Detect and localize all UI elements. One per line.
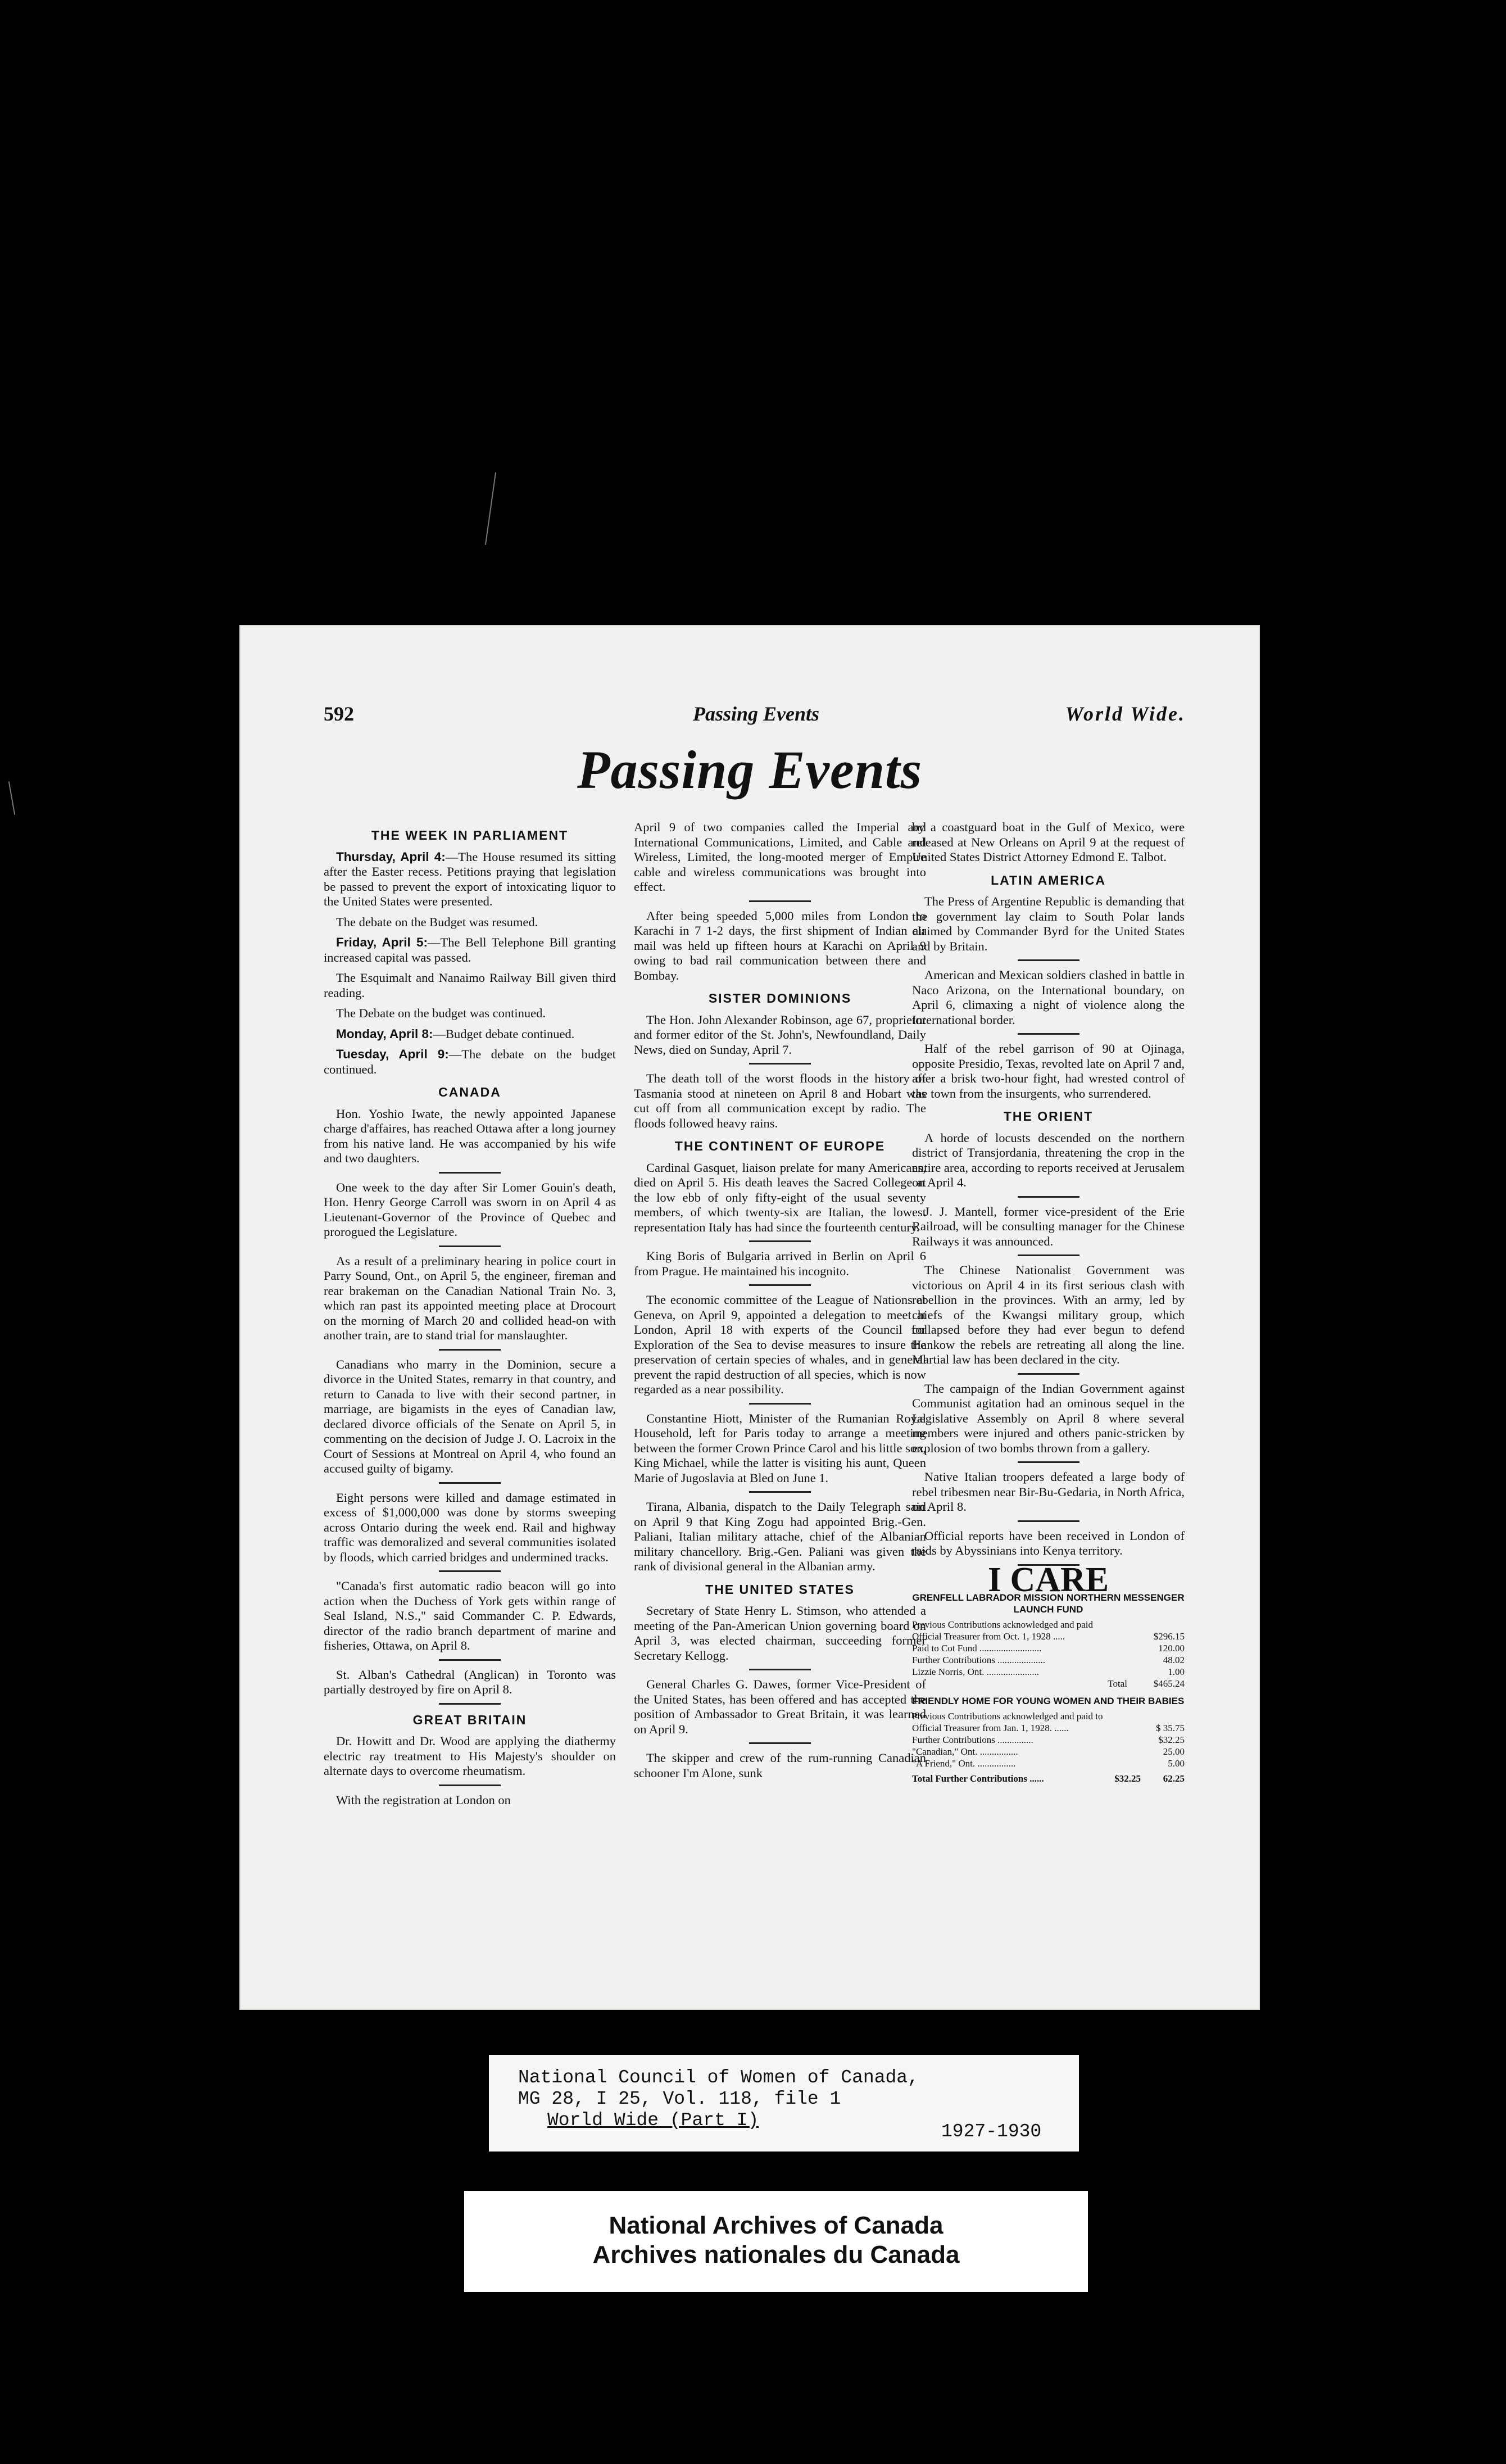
article-paragraph: [324, 915, 616, 930]
article-divider: [1018, 1254, 1079, 1256]
article-divider: [1018, 1461, 1079, 1463]
article-paragraph: [634, 1071, 926, 1131]
i-care-section: [912, 1560, 1185, 1785]
ledger-row: [912, 1722, 1185, 1734]
article-paragraph: [324, 1734, 616, 1779]
fund2-total-a: $32.25: [1114, 1773, 1141, 1784]
ledger-row: [912, 1746, 1185, 1758]
column-right-articles: [912, 820, 1185, 1566]
date-lead: Friday, April 5:: [336, 935, 428, 949]
ledger-row: [912, 1710, 1185, 1722]
section-heading: GREAT BRITAIN: [412, 1712, 527, 1727]
article-paragraph: [634, 820, 926, 895]
section-heading: THE WEEK IN PARLIAMENT: [371, 828, 569, 843]
article-divider: [439, 1570, 501, 1572]
fund2-ledger: [912, 1710, 1185, 1769]
article-paragraph: [324, 1491, 616, 1565]
label-line-2: MG 28, I 25, Vol. 118, file 1: [518, 2089, 841, 2109]
article-text: Tirana, Albania, dispatch to the Daily Telegraph said on April 9 that King Zogu had appointed Brig.-Gen. Paliani, Italian military attache, chief of the Albanian military chancellory. Brig.-Gen. Paliani was given the rank of divisional general in the Albanian army.: [634, 1500, 926, 1573]
article-paragraph: [634, 1293, 926, 1397]
article-divider: [439, 1245, 501, 1247]
fund1-total-row: [912, 1678, 1185, 1690]
ledger-amount: 25.00: [1163, 1746, 1185, 1757]
article-text: The Chinese Nationalist Government was victorious on April 4 in its first serious clash with rebellion in the provinces. With an army, led by chiefs of the Kwangsi military group, which collapsed before they had ever begun to defend Hankow the rebels are retreating all along the line. Martial law has been declared in the city.: [912, 1263, 1185, 1366]
label-line-1: National Council of Women of Canada,: [518, 2067, 919, 2088]
article-paragraph: [324, 1357, 616, 1476]
article-paragraph: [912, 1204, 1185, 1249]
article-paragraph: [912, 820, 1185, 865]
running-title: Passing Events: [693, 703, 820, 725]
section-heading: LATIN AMERICA: [991, 872, 1106, 887]
fund1-total-label: Total: [1108, 1678, 1127, 1689]
newspaper-page: [241, 626, 1259, 2009]
article-divider: [749, 1063, 811, 1065]
section-heading: THE UNITED STATES: [705, 1582, 855, 1597]
film-scratch: [8, 781, 15, 814]
article-text: The Esquimalt and Nanaimo Railway Bill given third reading.: [324, 971, 616, 1000]
article-paragraph: [324, 1793, 616, 1808]
article-paragraph: [912, 1382, 1185, 1456]
article-paragraph: [324, 1027, 616, 1042]
ledger-label: "A Friend," Ont. ................: [912, 1758, 1016, 1769]
article-divider: [749, 1240, 811, 1242]
article-text: General Charles G. Dawes, former Vice-President of the United States, has been offered and has accepted the position of Ambassador to Great Britain, it was learned on April 9.: [634, 1677, 926, 1736]
ledger-label: "Canadian," Ont. ................: [912, 1746, 1018, 1757]
article-text: —The debate on the budget continued.: [324, 1047, 616, 1076]
ledger-row: [912, 1734, 1185, 1746]
publication-name: World Wide.: [1065, 703, 1186, 725]
article-divider: [1018, 1196, 1079, 1198]
ledger-row: [912, 1758, 1185, 1769]
label-date-range: 1927-1930: [941, 2121, 1042, 2142]
article-text: —The House resumed its sitting after the Easter recess. Petitions praying that legislation be passed to prevent the export of intoxicating liquor to the United States were presented.: [324, 849, 616, 908]
article-paragraph: [324, 935, 616, 965]
article-divider: [749, 1403, 811, 1405]
article-divider: [749, 1669, 811, 1670]
article-text: After being speeded 5,000 miles from London to Karachi in 7 1-2 days, the first shipment of Indian air mail was held up fifteen hours at Karachi on April 9 owing to bad rail communication between there and Bombay.: [634, 908, 926, 982]
article-text: With the registration at London on: [336, 1792, 511, 1807]
fund2-total-label: Total Further Contributions ......: [912, 1773, 1044, 1784]
article-text: Official reports have been received in London of raids by Abyssinians into Kenya territory.: [912, 1528, 1185, 1557]
article-text: Secretary of State Henry L. Stimson, who attended a meeting of the Pan-American Union governing board on April 3, was elected chairman, succeeding former Secretary Kellogg.: [634, 1604, 926, 1663]
article-text: The Press of Argentine Republic is demanding that the government lay claim to South Polar lands claimed by Commander Byrd for the United States and by Britain.: [912, 894, 1185, 953]
article-text: Cardinal Gasquet, liaison prelate for many Americans, died on April 5. His death leaves the Sacred College at the low ebb of only fifty-eight of the usual seventy members, of which twenty-six are Italian, the lowest representation Italy has had since the fourteenth century.: [634, 1160, 926, 1234]
article-text: Canadians who marry in the Dominion, secure a divorce in the United States, remarry in that country, and return to Canada to live with their second partner, in marriage, are bigamists in the eyes of Canadian law, declared divorce officials of the Senate on April 5, in commenting on the decision of Judge J. O. Lacroix in the Court of Sessions at Montreal on April 4, who found an accused guilty of bigamy.: [324, 1357, 616, 1475]
article-divider: [749, 1284, 811, 1286]
article-paragraph: [634, 1677, 926, 1737]
section-heading: SISTER DOMINIONS: [708, 991, 852, 1005]
ledger-amount: $ 35.75: [1156, 1723, 1185, 1733]
ledger-label: Official Treasurer from Oct. 1, 1928 .....: [912, 1631, 1065, 1642]
article-paragraph: [912, 1529, 1185, 1559]
article-paragraph: [324, 1047, 616, 1077]
article-text: April 9 of two companies called the Imperial and International Communications, Limited, and Cable and Wireless, Limited, the long-mooted merger of Empire cable and wireless communications was brought into effect.: [634, 820, 926, 894]
article-paragraph: [912, 968, 1185, 1027]
article-text: —Budget debate continued.: [433, 1026, 575, 1041]
article-paragraph: [634, 1249, 926, 1279]
article-paragraph: [324, 850, 616, 909]
article-text: Native Italian troopers defeated a large body of rebel tribesmen near Bir-Bu-Gedaria, in North Africa, on April 8.: [912, 1470, 1185, 1514]
archive-stamp-french: Archives nationales du Canada: [592, 2241, 960, 2268]
fund1-heading: GRENFELL LABRADOR MISSION NORTHERN MESSENGER LAUNCH FUND: [912, 1592, 1185, 1615]
section-heading: THE CONTINENT OF EUROPE: [674, 1139, 886, 1153]
column-right: [912, 820, 1185, 1784]
label-line-3: World Wide (Part I): [547, 2110, 759, 2131]
ledger-label: Previous Contributions acknowledged and paid to: [912, 1711, 1103, 1722]
ledger-row: [912, 1642, 1185, 1654]
article-text: The debate on the Budget was resumed.: [336, 914, 538, 929]
article-paragraph: [912, 1041, 1185, 1101]
ledger-amount: [1144, 1710, 1185, 1722]
page-number: 592: [324, 703, 354, 725]
article-paragraph: [324, 1579, 616, 1654]
ledger-label: Paid to Cot Fund ..........................: [912, 1643, 1042, 1654]
article-paragraph: [912, 1263, 1185, 1367]
ledger-amount: 1.00: [1168, 1666, 1185, 1677]
article-text: Half of the rebel garrison of 90 at Ojinaga, opposite Presidio, Texas, revolted late on April 7 and, after a brisk two-hour fight, had wrested control of the town from the insurgents, who surrendered.: [912, 1041, 1185, 1100]
article-divider: [439, 1703, 501, 1705]
page-title: Passing Events: [577, 740, 923, 800]
ledger-label: Previous Contributions acknowledged and paid: [912, 1619, 1094, 1630]
article-paragraph: [324, 1006, 616, 1021]
article-text: "Canada's first automatic radio beacon will go into action when the Duchess of York gets within range of Seal Island, N.S.," said Commander C. P. Edwards, director of the radio branch department of marine and fisheries, Ottawa, on April 8.: [324, 1579, 616, 1652]
article-text: The skipper and crew of the rum-running Canadian schooner I'm Alone, sunk: [634, 1751, 926, 1780]
film-scratch: [485, 472, 496, 545]
ledger-amount: $32.25: [1158, 1734, 1185, 1745]
ledger-amount: 120.00: [1158, 1643, 1185, 1654]
ledger-amount: $296.15: [1153, 1631, 1185, 1642]
article-text: As a result of a preliminary hearing in police court in Parry Sound, Ont., on April 5, the engineer, fireman and rear brakeman on the Canadian National Train No. 3, which ran past its appointed meeting place at Drocourt on the morning of March 20 and collided head-on with another train, are to stand trial for manslaughter.: [324, 1253, 616, 1342]
article-paragraph: [912, 894, 1185, 954]
article-paragraph: [912, 1131, 1185, 1190]
section-heading: CANADA: [438, 1085, 501, 1099]
article-divider: [439, 1482, 501, 1484]
article-text: by a coastguard boat in the Gulf of Mexico, were released at New Orleans on April 9 at the request of United States District Attorney Edmond E. Talbot.: [912, 820, 1185, 864]
ledger-row: [912, 1619, 1185, 1630]
ledger-amount: 5.00: [1168, 1758, 1185, 1769]
article-text: The campaign of the Indian Government against Communist agitation had an ominous sequel in the Legislative Assembly on April 8 where several members were injured and others panic-stricken by explosion of two bombs thrown from a gallery.: [912, 1381, 1185, 1455]
ledger-label: Lizzie Norris, Ont. ......................: [912, 1666, 1040, 1677]
article-divider: [1018, 1373, 1079, 1375]
article-paragraph: [324, 1668, 616, 1697]
article-paragraph: [634, 1751, 926, 1781]
ledger-label: Further Contributions ....................: [912, 1655, 1046, 1665]
article-text: King Boris of Bulgaria arrived in Berlin on April 6 from Prague. He maintained his incognito.: [634, 1249, 926, 1278]
article-paragraph: [324, 971, 616, 1000]
ledger-label: Official Treasurer from Jan. 1, 1928. ......: [912, 1723, 1069, 1733]
article-text: —The Bell Telephone Bill granting increased capital was passed.: [324, 935, 616, 964]
ledger-row: [912, 1666, 1185, 1678]
article-divider: [749, 900, 811, 902]
article-text: Hon. Yoshio Iwate, the newly appointed Japanese charge d'affaires, has reached Ottawa after a long journey from his native land. He was accompanied by his wife and two daughters.: [324, 1106, 616, 1165]
article-paragraph: [634, 909, 926, 984]
article-paragraph: [634, 1604, 926, 1663]
article-text: Eight persons were killed and damage estimated in excess of $1,000,000 was done by storms sweeping across Ontario during the week end. Rail and highway traffic was demoralized and several communities isolated by floods, which carried bridges and undermined tracks.: [324, 1490, 616, 1564]
article-paragraph: [634, 1161, 926, 1235]
article-text: The death toll of the worst floods in the history of Tasmania stood at nineteen on April 8 and Hobart was cut off from all communication except by radio. The floods followed heavy rains.: [634, 1071, 926, 1130]
article-paragraph: [324, 1107, 616, 1166]
article-text: St. Alban's Cathedral (Anglican) in Toronto was partially destroyed by fire on April 8.: [324, 1667, 616, 1696]
article-divider: [439, 1172, 501, 1174]
ledger-label: Further Contributions ...............: [912, 1734, 1033, 1745]
article-paragraph: [912, 1470, 1185, 1515]
date-lead: Monday, April 8:: [336, 1026, 433, 1041]
article-text: The Hon. John Alexander Robinson, age 67, proprietor and former editor of the St. John's, Newfoundland, Daily News, died on Sunday, April 7.: [634, 1012, 926, 1057]
fund1-ledger: [912, 1619, 1185, 1678]
date-lead: Tuesday, April 9:: [336, 1047, 449, 1061]
article-text: The economic committee of the League of Nations at Geneva, on April 9, appointed a delegation to meet at London, April 18 with experts of the Council for Exploration of the Sea to devise measures to insure the preservation of certain species of whales, and in general prevent the rapid destruction of all species, which is now regarded as a near possibility.: [634, 1293, 926, 1396]
column-left: [324, 820, 616, 1813]
ledger-amount: 48.02: [1163, 1655, 1185, 1665]
article-paragraph: [324, 1180, 616, 1240]
article-divider: [439, 1659, 501, 1661]
article-text: One week to the day after Sir Lomer Gouin's death, Hon. Henry George Carroll was sworn in on April 4 as Lieutenant-Governor of the Province of Quebec and prorogued the Legislature.: [324, 1180, 616, 1239]
section-heading: THE ORIENT: [1003, 1109, 1094, 1124]
article-divider: [749, 1742, 811, 1744]
article-divider: [1018, 1520, 1079, 1522]
archive-stamp: [464, 2191, 1088, 2292]
article-divider: [439, 1784, 501, 1786]
ledger-row: [912, 1630, 1185, 1642]
article-paragraph: [634, 1411, 926, 1486]
fund2-total-row: [912, 1773, 1185, 1784]
article-divider: [749, 1491, 811, 1493]
article-paragraph: [324, 1254, 616, 1343]
article-text: Constantine Hiott, Minister of the Rumanian Royal Household, left for Paris today to arrange a meeting between the former Crown Prince Carol and his little son, King Michael, while the latter is visiting his aunt, Queen Marie of Jugoslavia at Bled on June 1.: [634, 1411, 926, 1485]
article-text: The Debate on the budget was continued.: [336, 1006, 546, 1020]
archive-stamp-english: National Archives of Canada: [609, 2212, 943, 2239]
fund2-heading: FRIENDLY HOME FOR YOUNG WOMEN AND THEIR BABIES: [912, 1696, 1185, 1706]
article-divider: [1018, 959, 1079, 961]
article-divider: [1018, 1033, 1079, 1035]
ledger-row: [912, 1654, 1185, 1666]
article-text: Dr. Howitt and Dr. Wood are applying the diathermy electric ray treatment to His Majesty's shoulder on alternate days to overcome rheumatism.: [324, 1734, 616, 1778]
article-paragraph: [634, 1013, 926, 1058]
column-middle: [634, 820, 926, 1786]
fund2-total-b: 62.25: [1163, 1773, 1185, 1784]
i-care-title: I CARE: [987, 1560, 1109, 1599]
article-text: American and Mexican soldiers clashed in battle in Naco Arizona, on the International boundary, on April 6, climaxing a night of violence along the International border.: [912, 968, 1185, 1027]
article-divider: [439, 1349, 501, 1351]
date-lead: Thursday, April 4:: [336, 849, 446, 864]
article-text: A horde of locusts descended on the northern district of Transjordania, threatening the crop in the entire area, according to reports received at Jerusalem on April 4.: [912, 1130, 1185, 1189]
archive-reference-label: [489, 2055, 1079, 2152]
ledger-amount: [1140, 1619, 1185, 1630]
article-paragraph: [634, 1500, 926, 1574]
article-text: J. J. Mantell, former vice-president of the Erie Railroad, will be consulting manager for the Chinese Railways it was announced.: [912, 1204, 1185, 1248]
fund1-total: $465.24: [1153, 1678, 1185, 1689]
